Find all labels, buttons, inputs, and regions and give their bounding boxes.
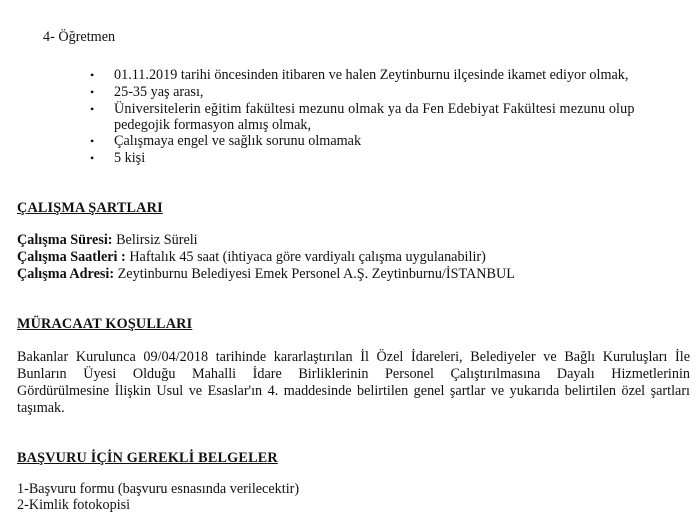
duration-label: Çalışma Süresi:: [17, 232, 113, 248]
duration-value: Belirsiz Süreli: [116, 232, 198, 248]
working-conditions-title: ÇALIŞMA ŞARTLARI: [17, 200, 163, 216]
document-item: 2-Kimlik fotokopisi: [17, 497, 131, 513]
working-hours-row: [17, 249, 486, 266]
bullet-icon: •: [90, 102, 95, 116]
application-conditions-title: MÜRACAAT KOŞULLARI: [17, 316, 193, 332]
application-paragraph-line: Gördürülmesine İlişkin Usul ve Esaslar'ın 4. maddesinde belirtilen genel şartlar ve yukarıda belirtilen özel şartları: [17, 383, 690, 399]
application-paragraph-line: taşımak.: [17, 400, 65, 416]
bullet-icon: •: [90, 85, 95, 99]
hours-value: Haftalık 45 saat (ihtiyaca göre vardiyalı çalışma uygulanabilir): [129, 249, 486, 265]
teacher-heading: 4- Öğretmen: [43, 29, 116, 45]
document-item: 1-Başvuru formu (başvuru esnasında verilecektir): [17, 481, 300, 497]
working-duration-row: [17, 232, 198, 249]
bullet-icon: •: [90, 151, 95, 165]
hours-label: Çalışma Saatleri :: [17, 249, 126, 265]
required-documents-title: BAŞVURU İÇİN GEREKLİ BELGELER: [17, 450, 278, 466]
application-paragraph-line: Bakanlar Kurulunca 09/04/2018 tarihinde kararlaştırılan İl Özel İdareleri, Belediyeler ve Bağlı Kuruluşları İle: [17, 349, 690, 365]
bullet-icon: •: [90, 134, 95, 148]
working-address-row: [17, 266, 515, 283]
application-paragraph-line: Bunların Üyesi Olduğu Mahalli İdare Birliklerinin Personel Çalıştırılmasına Dayalı Hizmetlerinin: [17, 366, 690, 382]
address-label: Çalışma Adresi:: [17, 266, 115, 282]
bullet-icon: •: [90, 68, 95, 82]
address-value: Zeytinburnu Belediyesi Emek Personel A.Ş. Zeytinburnu/İSTANBUL: [117, 266, 515, 282]
